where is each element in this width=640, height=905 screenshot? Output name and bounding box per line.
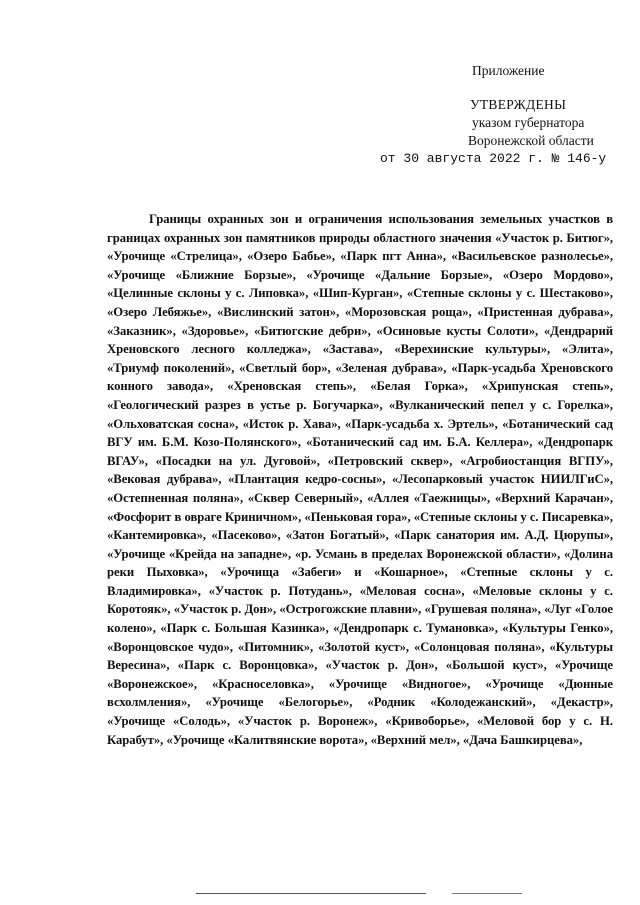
approval-stamp-block xyxy=(380,62,620,168)
decree-reference: указом губернатора xyxy=(472,115,585,130)
footer-divider-short xyxy=(452,893,522,894)
region-name: Воронежской области xyxy=(468,133,594,148)
footer-divider xyxy=(196,893,426,894)
appendix-label: Приложение xyxy=(472,63,545,78)
decree-date-number: от 30 августа 2022 г. № 146-у xyxy=(380,151,607,166)
main-paragraph: Границы охранных зон и ограничения использования земельных участков в границах охранных зон памятников природы областного значения «Участок р. Битюг», «Урочище «Стрелица», «Озеро Бабье», «Парк пгт Анна», «Васильевское разнолесье», «Урочище «Ближние Борзые», «Урочище «Дальние Борзые», «Озеро Мордово», «Целинные склоны у с. Липовка», «Шип-Курган», «Степные склоны у с. Шестаково», «Озеро Лебяжье», «Вислинский затон», «Морозовская роща», «Пристенная дубрава», «Заказник», «Здоровье», «Битюгские дебри», «Осиновые кусты Солоти», «Дендрарий Хреновского лесного колледжа», «Застава», «Верехинские культуры», «Элита», «Триумф поколений», «Светлый бор», «Зеленая дубрава», «Парк-усадьба Хреновского конного завода», «Хреновская степь», «Белая Горка», «Хрипунская степь», «Геологический разрез в устье р. Богучарка», «Вулканический пепел у с. Горелка», «Ольховатская сосна», «Исток р. Хава», «Парк-усадьба х. Эртель», «Ботанический сад ВГУ им. Б.М. Козо-Полянского», «Ботанический сад им. Б.А. Келлера», «Дендропарк ВГАУ», «Посадки на ул. Дуговой», «Петровский сквер», «Агробиостанция ВГПУ», «Вековая дубрава», «Плантация кедро-сосны», «Лесопарковый участок НИИЛГиС», «Остепненная поляна», «Сквер Северный», «Аллея «Таежницы», «Верхний Карачан», «Фосфорит в овраге Криничном», «Пеньковая гора», «Степные склоны у с. Писаревка», «Кантемировка», «Пасеково», «Затон Богатый», «Парк санатория им. А.Д. Цюрупы», «Урочище «Крейда на западне», «р. Усмань в пределах Воронежской области», «Долина реки Пыховка», «Урочища «Забеги» и «Кошарное», «Степные склоны у с. Владимировка», «Участок р. Потудань», «Меловая сосна», «Меловые склоны у с. Коротояк», «Участок р. Дон», «Острогожские плавни», «Грушевая поляна», «Луг «Голое колено», «Парк с. Большая Казинка», «Дендропарк с. Тумановка», «Культуры Генко», «Воронцовское чудо», «Питомник», «Золотой куст», «Солонцовая поляна», «Культуры Вересина», «Парк с. Воронцовка», «Участок р. Дон», «Большой куст», «Урочище «Воронежское», «Красноселовка», «Урочище «Видногое», «Урочище «Дюнные всхолмления», «Урочище «Белогорье», «Родник «Колодежанский», «Декастр», «Урочище «Солодь», «Участок р. Воронеж», «Кривоборье», «Меловой бор у с. Н. Карабут», «Урочище «Калитвянские ворота», «Верхний мел», «Дача Башкирцева», xyxy=(107,212,613,747)
approved-title: УТВЕРЖДЕНЫ xyxy=(470,97,567,112)
